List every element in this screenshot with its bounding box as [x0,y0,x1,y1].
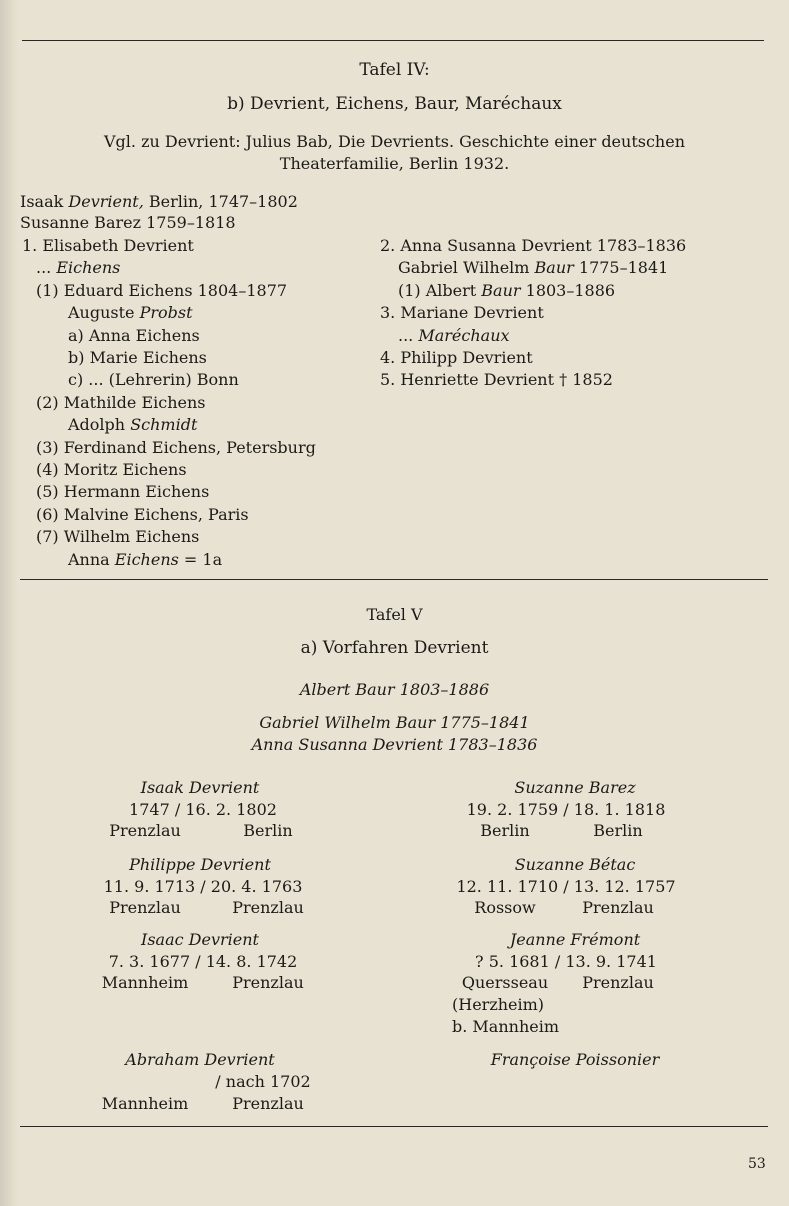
ancestor-dates: 19. 2. 1759 / 18. 1. 1818 [466,800,666,819]
entry-suffix: 1775–1841 [573,258,669,277]
parents-mother: Susanne Barez 1759–1818 [20,213,236,232]
ancestor-dates: / nach 1702 [215,1072,311,1091]
entry-text: 1. Elisabeth Devrient [22,236,194,255]
entry-text: (1) Albert [398,281,482,300]
right-entry [398,258,668,278]
left-entry [36,281,287,301]
ancestor-birthplace: Mannheim [101,1094,189,1113]
entry-text: a) Anna Eichens [68,326,200,345]
ancestor-dates: 1747 / 16. 2. 1802 [129,800,277,819]
ancestor-birthplace: Prenzlau [109,898,181,917]
entry-text: ... [398,326,419,345]
entry-text: (3) Ferdinand Eichens, Petersburg [36,438,316,457]
ancestor-dates: 7. 3. 1677 / 14. 8. 1742 [108,952,298,971]
left-entry [36,258,120,278]
left-entry [68,550,222,570]
entry-text: (2) Mathilde Eichens [36,393,206,412]
father-rest: Berlin, 1747–1802 [143,192,298,211]
entry-italic: Schmidt [130,415,198,434]
right-entry [380,370,613,390]
entry-text: (7) Wilhelm Eichens [36,527,200,546]
left-entry [68,303,193,323]
left-entry [36,460,187,480]
right-entry [380,348,533,368]
left-entry [68,348,207,368]
tafel-iv-title: Tafel IV: [359,60,430,80]
entry-text: Gabriel Wilhelm [398,258,535,277]
entry-italic: Maréchaux [418,326,510,345]
entry-italic: Eichens [114,550,179,569]
entry-text: b) Marie Eichens [68,348,207,367]
entry-text: Auguste [68,303,140,322]
albert-baur-line: Albert Baur 1803–1886 [299,680,490,699]
entry-text: Adolph [68,415,131,434]
anna-devrient-line: Anna Susanna Devrient 1783–1836 [251,735,538,754]
left-entry [36,527,199,547]
ancestor-deathplace: Prenzlau [582,973,654,992]
entry-suffix: = 1a [178,550,223,569]
entry-text: (1) Eduard Eichens 1804–1877 [36,281,288,300]
middle-rule [20,579,768,580]
entry-italic: Baur [534,258,574,277]
page-number: 53 [748,1156,766,1172]
entry-italic: Baur [481,281,521,300]
entry-text: c) ... (Lehrerin) Bonn [68,370,239,389]
tafel-v-title: Tafel V [366,605,423,624]
tafel-iv-note-line1: Vgl. zu Devrient: Julius Bab, Die Devrients. Geschichte einer deutschen [103,132,686,151]
ancestor-deathplace: Prenzlau [232,1094,304,1113]
ancestor-name: Suzanne Bétac [514,855,636,874]
left-entry [68,415,197,435]
ancestor-name: Jeanne Frémont [509,930,641,949]
father-prefix: Isaak [20,192,69,211]
left-entry [22,236,194,256]
right-entry [398,326,510,346]
left-entry [68,326,200,346]
entry-text: 4. Philipp Devrient [380,348,533,367]
tafel-v-subtitle: a) Vorfahren Devrient [300,638,489,658]
ancestor-name: Françoise Poissonier [490,1050,660,1069]
top-rule [22,40,764,41]
ancestor-name: Isaac Devrient [141,930,259,949]
ancestor-name: Abraham Devrient [125,1050,275,1069]
ancestor-dates: ? 5. 1681 / 13. 9. 1741 [475,952,657,971]
ancestor-birthplace: Prenzlau [109,821,181,840]
ancestor-name: Isaak Devrient [140,778,260,797]
entry-text: 5. Henriette Devrient † 1852 [380,370,613,389]
page-gutter-shadow [0,0,18,1206]
gabriel-baur-line: Gabriel Wilhelm Baur 1775–1841 [259,713,530,732]
right-entry [380,236,686,256]
parents-father [20,192,298,212]
entry-italic: Probst [139,303,193,322]
ancestor-birthplace: Quersseau [461,973,549,992]
ancestor-note: b. Mannheim [452,1017,560,1036]
ancestor-dates: 12. 11. 1710 / 13. 12. 1757 [456,877,676,896]
right-entry [380,303,544,323]
left-entry [36,393,205,413]
tafel-iv-note-line2: Theaterfamilie, Berlin 1932. [279,154,510,173]
ancestor-name: Suzanne Barez [514,778,636,797]
right-entry [398,281,615,301]
entry-text: (4) Moritz Eichens [36,460,187,479]
left-entry [36,505,249,525]
entry-suffix: 1803–1886 [520,281,616,300]
ancestor-note: (Herzheim) [452,995,545,1014]
entry-italic: Eichens [56,258,121,277]
entry-text: ... [36,258,57,277]
ancestor-dates: 11. 9. 1713 / 20. 4. 1763 [103,877,303,896]
ancestor-birthplace: Berlin [480,821,530,840]
ancestor-deathplace: Prenzlau [232,898,304,917]
ancestor-deathplace: Berlin [593,821,643,840]
entry-text: Anna [68,550,115,569]
ancestor-deathplace: Prenzlau [582,898,654,917]
left-entry [68,370,239,390]
ancestor-birthplace: Mannheim [101,973,189,992]
entry-text: (5) Hermann Eichens [36,482,210,501]
ancestor-deathplace: Berlin [243,821,293,840]
ancestor-deathplace: Prenzlau [232,973,304,992]
left-entry [36,438,316,458]
ancestor-birthplace: Rossow [474,898,536,917]
entry-text: 3. Mariane Devrient [380,303,544,322]
tafel-iv-subtitle: b) Devrient, Eichens, Baur, Maréchaux [227,94,562,114]
entry-text: 2. Anna Susanna Devrient 1783–1836 [380,236,687,255]
entry-text: (6) Malvine Eichens, Paris [36,505,249,524]
ancestor-name: Philippe Devrient [129,855,271,874]
left-entry [36,482,209,502]
father-surname: Devrient, [68,192,144,211]
bottom-rule [20,1126,768,1127]
